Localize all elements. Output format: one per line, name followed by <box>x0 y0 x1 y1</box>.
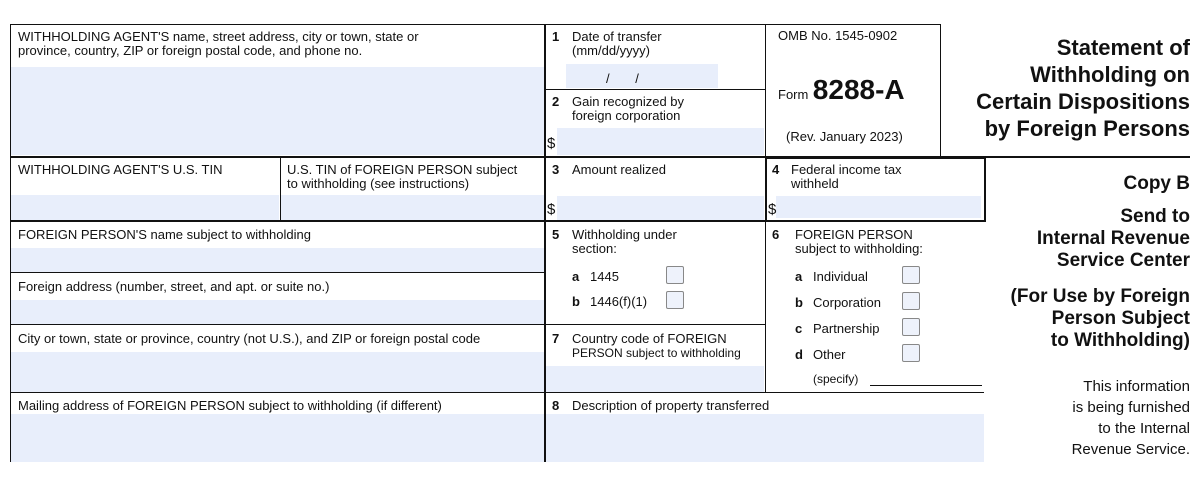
send-to-block: Send to Internal Revenue Service Center <box>1036 206 1190 271</box>
box3-number: 3 <box>552 162 560 177</box>
specify-line[interactable] <box>870 385 982 386</box>
form-top-rule <box>10 24 544 25</box>
city-label: City or town, state or province, country (not U.S.), and ZIP or foreign postal code <box>18 331 481 346</box>
foreign-address-label: Foreign address (number, street, and apt. or suite no.) <box>18 279 330 294</box>
box1-number: 1 <box>552 29 560 44</box>
box1-bottom-rule <box>544 89 765 90</box>
specify-label: (specify) <box>813 372 859 386</box>
form-number: 8288-A <box>812 74 905 105</box>
omb-box-top-rule <box>765 24 941 25</box>
box2-number: 2 <box>552 94 560 109</box>
box5-option-b-letter: b <box>572 294 580 309</box>
left-edge <box>10 24 11 462</box>
row4-bottom-rule <box>10 392 984 393</box>
box5-bottom-rule <box>544 324 765 325</box>
individual-checkbox[interactable] <box>902 266 920 284</box>
gain-recognized-field[interactable] <box>557 128 764 155</box>
section-1445-checkbox[interactable] <box>666 266 684 284</box>
row2-bottom-rule <box>10 220 765 222</box>
section-1446f1-checkbox[interactable] <box>666 291 684 309</box>
agent-tin-label: WITHHOLDING AGENT'S U.S. TIN <box>18 162 223 177</box>
box6-option-a-label: Individual <box>813 269 868 284</box>
box3-dollar-sign: $ <box>547 201 556 218</box>
agent-tin-field[interactable] <box>11 195 279 220</box>
box7-number: 7 <box>552 331 560 346</box>
country-code-field[interactable] <box>546 366 764 392</box>
foreign-name-bottom-rule <box>10 272 544 273</box>
box6-label: FOREIGN PERSON subject to withholding: <box>795 227 923 256</box>
box5-option-a-label: 1445 <box>590 269 619 284</box>
city-field[interactable] <box>11 352 544 392</box>
corporation-checkbox[interactable] <box>902 292 920 310</box>
box5-option-b-label: 1446(f)(1) <box>590 294 648 309</box>
foreign-address-field[interactable] <box>11 300 544 324</box>
omb-number: OMB No. 1545-0902 <box>778 28 898 43</box>
box1-date-value: / / <box>606 71 639 86</box>
foreign-tin-field[interactable] <box>281 195 544 220</box>
foreign-name-label: FOREIGN PERSON'S name subject to withholding <box>18 227 311 242</box>
info-statement: This information is being furnished to the Internal Revenue Service. <box>1071 378 1190 458</box>
box5-option-a-letter: a <box>572 269 580 284</box>
box1-top-rule <box>544 24 765 25</box>
row1-bottom-rule <box>10 156 1190 158</box>
foreign-tin-label: U.S. TIN of FOREIGN PERSON subject to withholding (see instructions) <box>287 162 518 191</box>
tin-divider <box>280 157 281 220</box>
box2-label: Gain recognized by foreign corporation <box>572 94 685 123</box>
box6-option-c-label: Partnership <box>813 321 880 336</box>
box6-option-b-letter: b <box>795 295 803 310</box>
box6-option-a-letter: a <box>795 269 803 284</box>
box3-label: Amount realized <box>572 162 666 177</box>
box7-label: Country code of FOREIGN PERSON subject to withholding <box>572 331 741 360</box>
foreign-name-field[interactable] <box>11 248 544 272</box>
box8-label: Description of property transferred <box>572 398 770 413</box>
form-revision: (Rev. January 2023) <box>786 129 903 144</box>
box4-number: 4 <box>772 162 780 177</box>
foreign-address-bottom-rule <box>10 324 544 325</box>
form-word: Form <box>778 87 809 102</box>
box6-number: 6 <box>772 227 780 242</box>
box4-label: Federal income tax withheld <box>791 162 902 191</box>
box1-label: Date of transfer (mm/dd/yyyy) <box>572 29 662 58</box>
box6-option-b-label: Corporation <box>813 295 881 310</box>
box8-number: 8 <box>552 398 560 413</box>
copy-b-heading: Copy B <box>1123 173 1190 194</box>
partnership-checkbox[interactable] <box>902 318 920 336</box>
box6-option-c-letter: c <box>795 321 803 336</box>
mailing-address-label: Mailing address of FOREIGN PERSON subject to withholding (if different) <box>18 398 442 413</box>
box2-dollar-sign: $ <box>547 135 556 152</box>
box4-dollar-sign: $ <box>768 201 777 218</box>
form-title: Statement of Withholding on Certain Dispositions by Foreign Persons <box>976 35 1190 141</box>
agent-name-field[interactable] <box>11 67 544 155</box>
box5-label: Withholding under section: <box>572 227 677 256</box>
other-checkbox[interactable] <box>902 344 920 362</box>
mailing-address-field[interactable] <box>11 414 544 462</box>
form-number-line <box>778 74 905 106</box>
property-description-field[interactable] <box>546 414 984 462</box>
box5-number: 5 <box>552 227 560 242</box>
for-use-block: (For Use by Foreign Person Subject to Withholding) <box>1010 286 1190 351</box>
box6-option-d-label: Other <box>813 347 846 362</box>
box6-option-d-letter: d <box>795 347 803 362</box>
amount-realized-field[interactable] <box>557 196 764 220</box>
agent-name-label: WITHHOLDING AGENT'S name, street address, city or town, state or province, country, ZIP or foreign postal code, and phone no. <box>18 29 419 58</box>
